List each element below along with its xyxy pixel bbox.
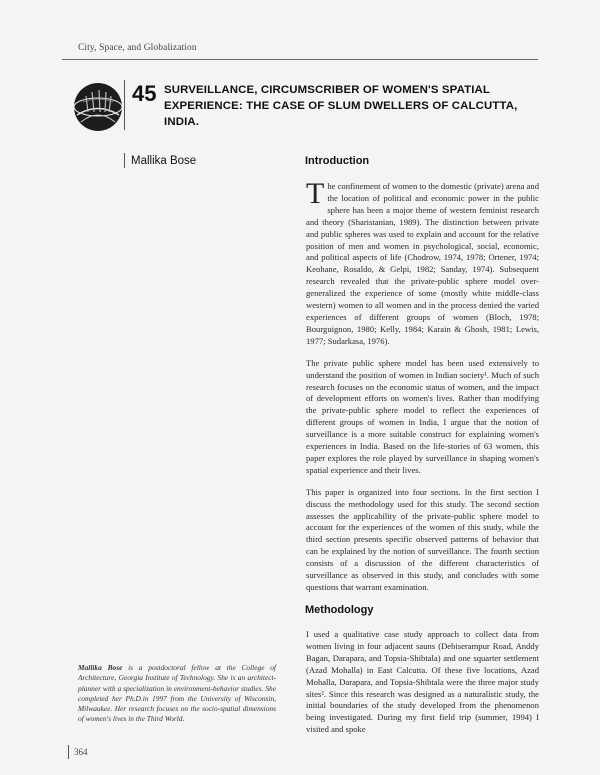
intro-paragraph-1: [306, 177, 539, 348]
page-number-rule: [68, 745, 69, 759]
methodology-paragraph-1: I used a qualitative case study approach to collect data from women living in four adjacent sauns (Debiserampur Road, Anddy Bagan, Darapara, and Topsia-Shibtala) and one squarter settlement (Azad Mohalla) in East Calcutta. Of these five locations, Azad Mohalla, Darapara, and Topsia-Shibtala were the three major study sites². Since this research was designed as a naturalistic study, the initial boundaries of the study developed from the phenomenon being investigated. During my first field trip (summer, 1994) I visited and spoke: [306, 629, 539, 735]
chapter-title-line-1: SURVEILLANCE, CIRCUMSCRIBER OF WOMEN'S SPATIAL: [164, 84, 491, 96]
intro-paragraph-3: This paper is organized into four sections. In the first section I discuss the methodology used for this study. The second section assesses the applicability of the private-public sphere model to account for the experiences of the women of this study, while the third section presents specific observed patterns of behavior that can be explained by the notion of surveillance. The fourth section consists of a discussion of the different characteristics of surveillance as observed in this study, and concludes with some questions that warrant examination.: [306, 486, 539, 592]
introduction-body: [306, 177, 539, 604]
chapter-number: 45: [132, 81, 157, 106]
author-bio: [78, 663, 276, 725]
author-name: Mallika Bose: [131, 155, 197, 167]
drop-cap: T: [306, 177, 325, 210]
author-rule: [124, 153, 125, 168]
intro-paragraph-1-text: he confinement of women to the domestic (private) arena and the location of political and economic power in the public sphere has been a major theme of western feminist research and theory (Sharistanian, 1989). The distinction between private and public spheres was used to explain and account for the relative position of men and women in psychological, social, economic, and political aspects of life (Chodrow, 1974, 1978; Ortener, 1974; Keohane, Rosaldo, & Gelpi, 1982; Sanday, 1974). Subsequent research revealed that the private-public sphere model over-generalized the experience of some (mostly white middle-class western) women to all women and in the process denied the varied experiences of different groups of women (Bloch, 1978; Bourguignon, 1980; Kelly, 1984; Karain & Ghosh, 1981; Lewis, 1977; Sudarkasa, 1976).: [306, 181, 539, 346]
intro-paragraph-2: The private public sphere model has been used extensively to understand the position of women in Indian society¹. Much of such research focuses on the economic status of women, and the impact of development efforts on women's lives. Rather than modifying the private-public sphere model to reflect the experiences of different groups of women in India, I argue that the notion of surveillance is a more suitable construct for explaining women's experiences in India. Based on the life-stories of 63 women, this paper explores the role played by surveillance in shaping women's spatial experience and their lives.: [306, 357, 539, 475]
globe-logo-icon: [73, 82, 123, 132]
title-rule: [124, 80, 125, 130]
chapter-title: [164, 82, 544, 130]
bio-text: is a postdoctoral fellow at the College of Architecture, Georgia Institute of Technology. She is an architect-planner with a specialization in environment-behavior studies. She completed her Ph.D.in 1997 from the University of Wisconsin, Milwaukee. Her research focuses on the socio-spatial dimensions of women's lives in the Third World.: [78, 663, 276, 724]
page-number: 364: [74, 747, 88, 757]
running-head: City, Space, and Globalization: [78, 43, 197, 53]
header-rule: [62, 59, 538, 60]
methodology-heading: Methodology: [305, 604, 374, 616]
chapter-title-line-2: EXPERIENCE: THE CASE OF SLUM DWELLERS OF CALCUTTA, INDIA.: [164, 100, 518, 128]
methodology-body: [306, 629, 539, 746]
bio-name: Mallika Bose: [78, 663, 123, 672]
introduction-heading: Introduction: [305, 155, 370, 167]
